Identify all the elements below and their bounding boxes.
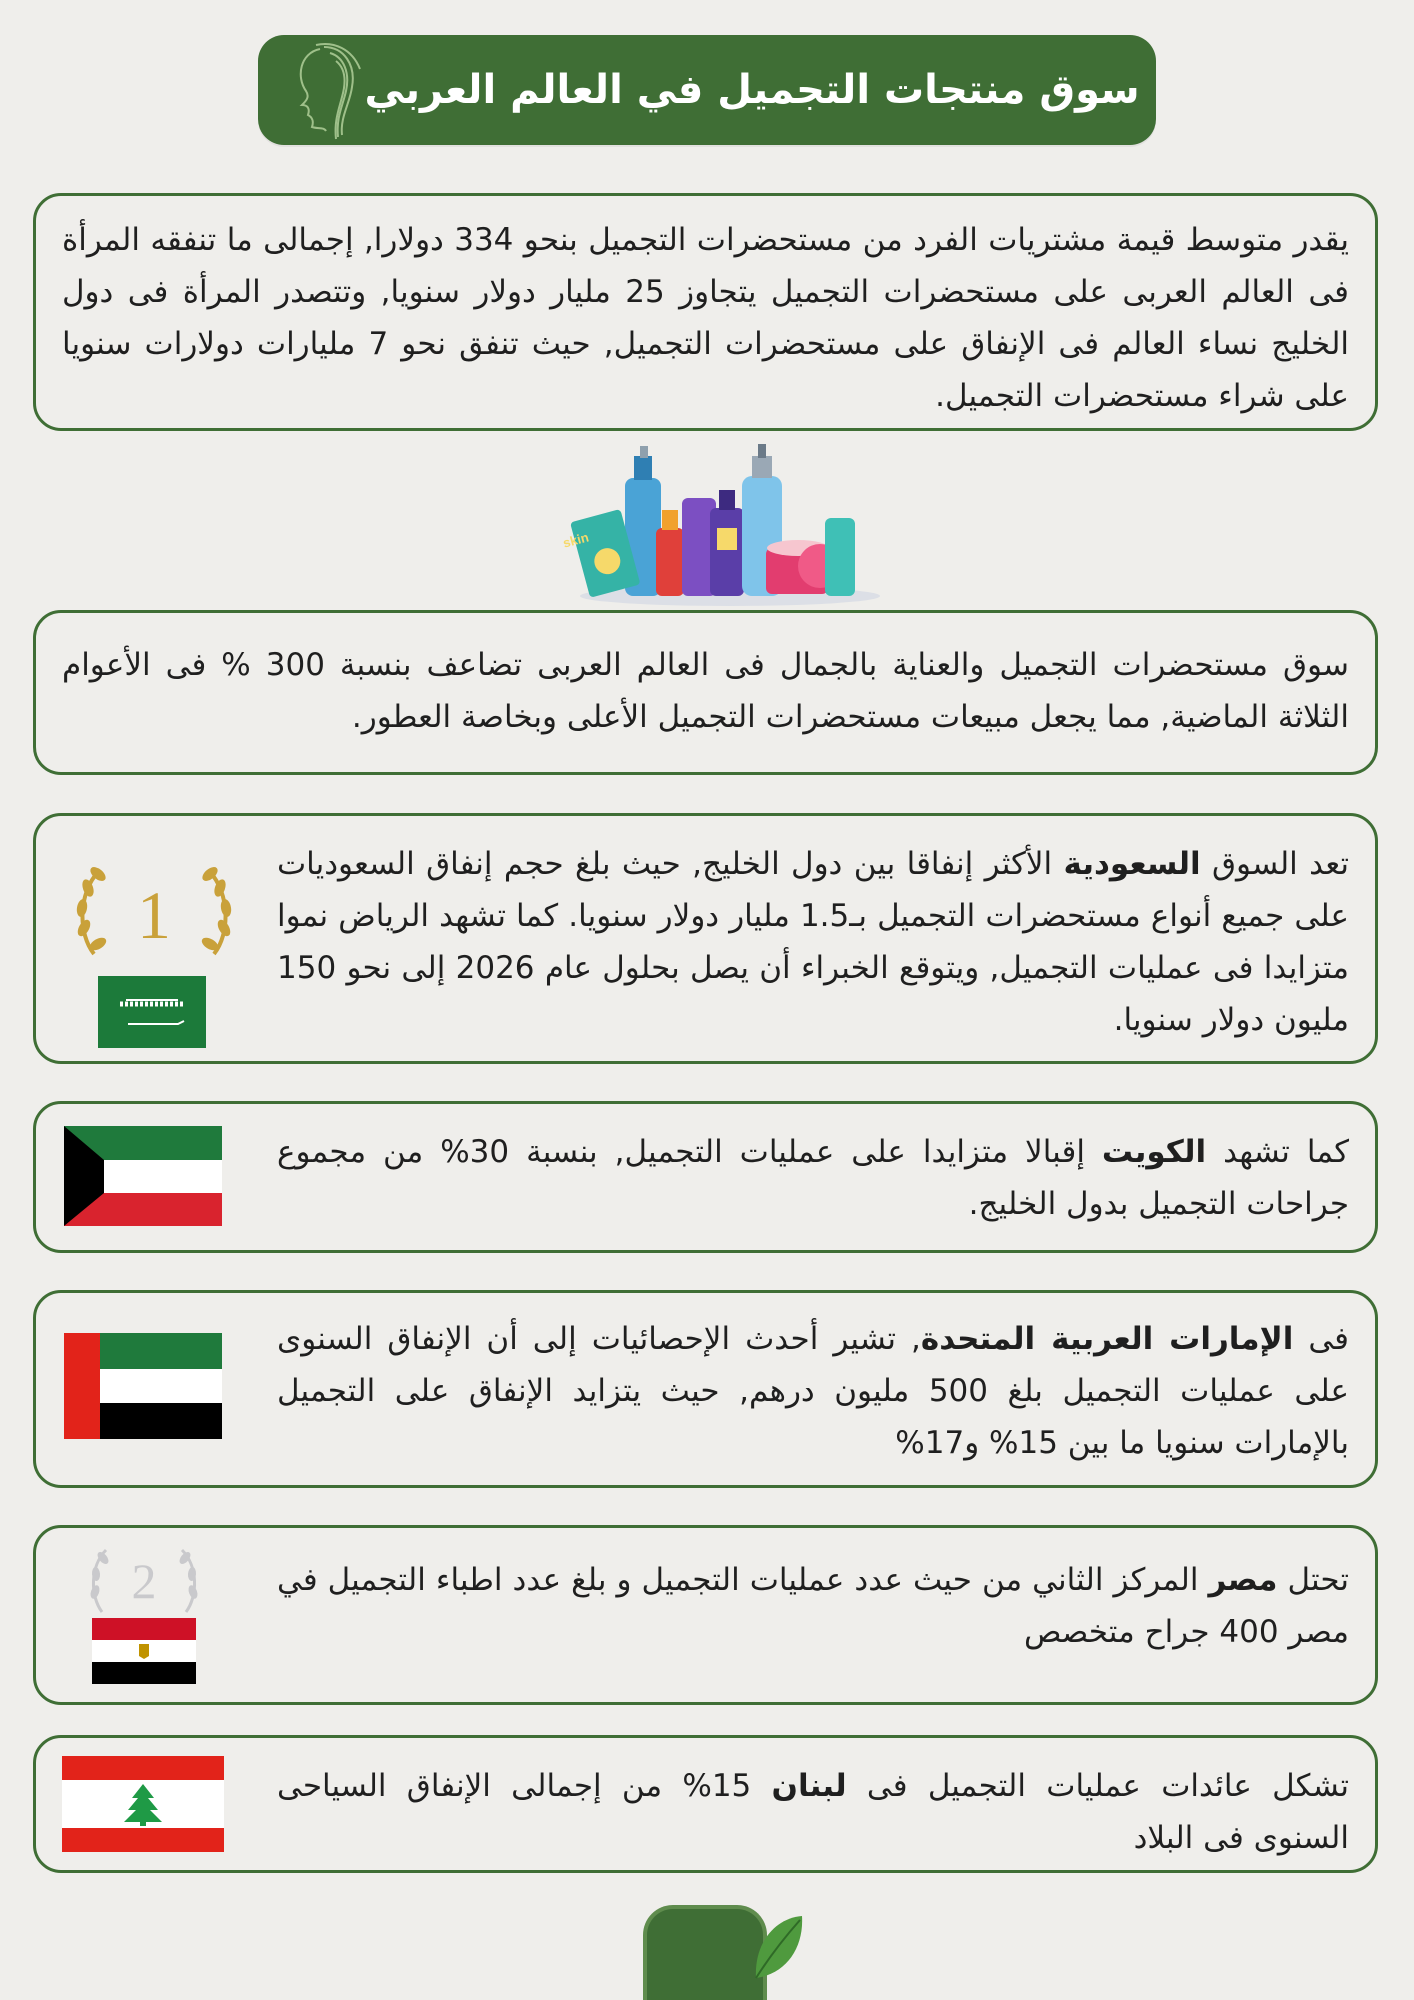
page-title: سوق منتجات التجميل في العالم العربي: [364, 67, 1140, 113]
svg-text:1: 1: [137, 877, 171, 953]
card-text: يقدر متوسط قيمة مشتريات الفرد من مستحضرات التجميل بنحو 334 دولارا, إجمالى ما تنفقه المرأة فى العالم العربى على مستحضرات التجميل يتجاوز 25 مليار دولار سنويا, وتتصدر المرأة فى دول الخليج نساء العالم فى الإنفاق على مستحضرات التجميل, حيث تنفق نحو 7 مليارات دولارات سنويا على شراء مستحضرات التجميل.: [62, 222, 1349, 414]
page-title-banner: [258, 35, 1156, 145]
woman-profile-icon: [280, 39, 366, 143]
gold-laurel-rank-1-icon: [74, 854, 234, 970]
cosmetic-products-illustration: [561, 438, 890, 608]
info-card-market-growth: [33, 610, 1378, 775]
info-card-saudi-arabia: [33, 813, 1378, 1064]
info-card-overview: [33, 193, 1378, 431]
leaf-icon: [750, 1912, 806, 1984]
country-name: الإمارات العربية المتحدة: [920, 1321, 1294, 1357]
saudi-arabia-flag-icon: [98, 976, 206, 1048]
card-text: كما تشهد الكويت إقبالا متزايدا على عمليات التجميل, بنسبة 30% من مجموع جراحات التجميل بدول الخليج.: [277, 1134, 1350, 1222]
info-card-uae: [33, 1290, 1378, 1488]
card-text: تشكل عائدات عمليات التجميل فى لبنان 15% من إجمالى الإنفاق السياحى السنوى فى البلاد: [277, 1768, 1349, 1856]
info-card-egypt: [33, 1525, 1378, 1705]
uae-flag-icon: [64, 1333, 222, 1439]
kuwait-flag-icon: [64, 1126, 222, 1226]
card-text: فى الإمارات العربية المتحدة, تشير أحدث الإحصائيات إلى أن الإنفاق السنوى على عمليات التجميل بلغ 500 مليون درهم, حيث يتزايد الإنفاق على التجميل بالإمارات سنويا ما بين 15% و17%: [277, 1321, 1349, 1461]
country-name: السعودية: [1063, 846, 1201, 882]
card-text: تحتل مصر المركز الثاني من حيث عدد عمليات التجميل و بلغ عدد اطباء التجميل في مصر 400 جراح متخصص: [277, 1562, 1349, 1650]
lebanon-flag-icon: [62, 1756, 224, 1852]
svg-text:2: 2: [131, 1553, 157, 1609]
info-card-lebanon: [33, 1735, 1378, 1873]
country-name: لبنان: [771, 1768, 847, 1804]
country-name: مصر: [1208, 1562, 1278, 1598]
card-text: سوق مستحضرات التجميل والعناية بالجمال فى العالم العربى تضاعف بنسبة 300 % فى الأعوام الثلاثة الماضية, مما يجعل مبيعات مستحضرات التجميل الأعلى وبخاصة العطور.: [62, 647, 1349, 735]
egypt-flag-icon: [92, 1618, 196, 1684]
info-card-kuwait: [33, 1101, 1378, 1253]
svg-text:skin: skin: [561, 529, 591, 551]
card-text: تعد السوق السعودية الأكثر إنفاقا بين دول الخليج, حيث بلغ حجم إنفاق السعوديات على جميع أنواع مستحضرات التجميل بـ1.5 مليار دولار سنويا. كما تشهد الرياض نموا متزايدا فى عمليات التجميل, ويتوقع الخبراء أن يصل بحلول عام 2026 إلى نحو 150 مليون دولار سنويا.: [277, 846, 1350, 1038]
country-name: الكويت: [1101, 1134, 1207, 1170]
silver-laurel-rank-2-icon: [88, 1538, 200, 1620]
footer-decoration: [643, 1905, 767, 2000]
